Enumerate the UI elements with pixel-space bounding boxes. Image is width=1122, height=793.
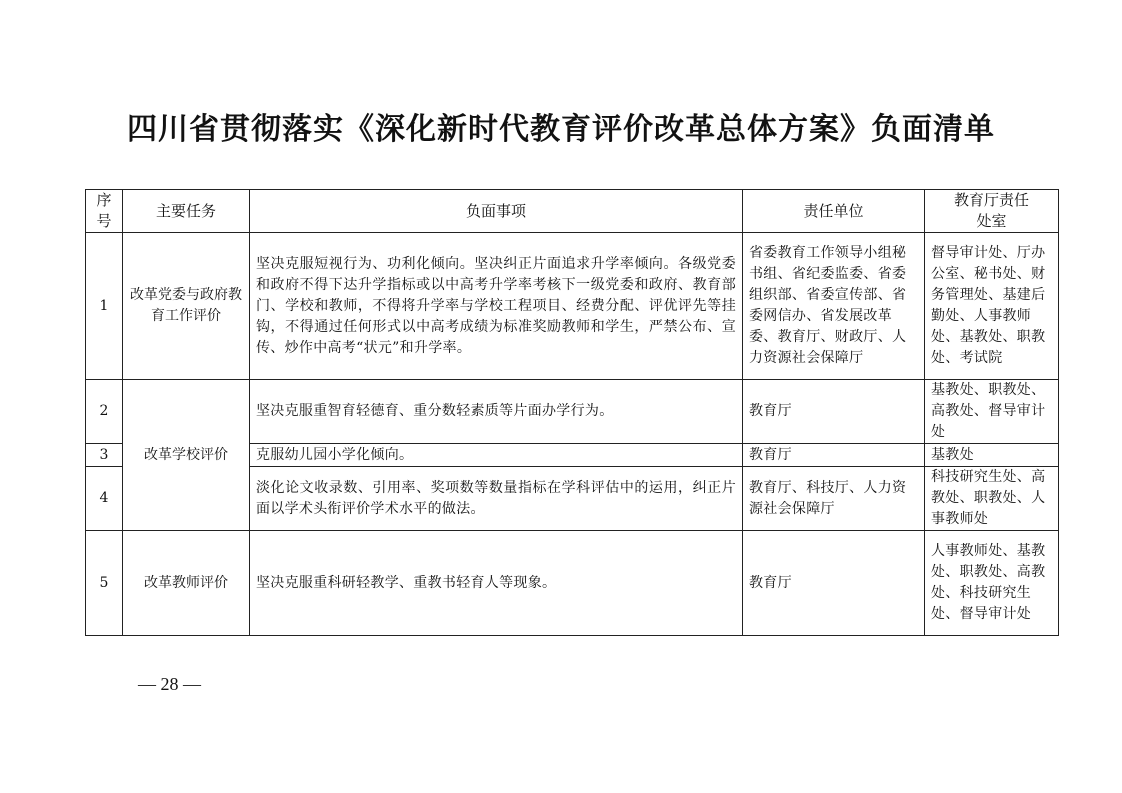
- page-number: — 28 —: [138, 674, 201, 694]
- row-dept: 科技研究生处、高教处、职教处、人事教师处: [925, 467, 1059, 531]
- row-dept: 基教处: [925, 444, 1059, 467]
- row-task: 改革党委与政府教育工作评价: [123, 233, 250, 380]
- row-unit: 教育厅: [743, 380, 925, 444]
- row-unit: 教育厅、科技厅、人力资源社会保障厅: [743, 467, 925, 531]
- header-unit: 责任单位: [743, 190, 925, 233]
- row-dept: 人事教师处、基教处、职教处、高教处、科技研究生处、督导审计处: [925, 531, 1059, 636]
- row-unit: 省委教育工作领导小组秘书组、省纪委监委、省委组织部、省委宣传部、省委网信办、省发展改革委、教育厅、财政厅、人力资源社会保障厅: [743, 233, 925, 380]
- row-no: 5: [86, 531, 123, 636]
- row-task: 改革学校评价: [123, 380, 250, 531]
- header-no: 序号: [86, 190, 123, 233]
- table-header-row: [86, 190, 1059, 233]
- row-item: 坚决克服短视行为、功利化倾向。坚决纠正片面追求升学率倾向。各级党委和政府不得下达升学指标或以中高考升学率考核下一级党委和政府、教育部门、学校和教师，不得将升学率与学校工程项目、经费分配、评优评先等挂钩，不得通过任何形式以中高考成绩为标准奖励教师和学生，严禁公布、宣传、炒作中高考“状元”和升学率。: [250, 233, 743, 380]
- row-item: 克服幼儿园小学化倾向。: [250, 444, 743, 467]
- row-unit: 教育厅: [743, 531, 925, 636]
- header-item: 负面事项: [250, 190, 743, 233]
- table-row: [86, 531, 1059, 636]
- header-task: 主要任务: [123, 190, 250, 233]
- row-item: 坚决克服重科研轻教学、重教书轻育人等现象。: [250, 531, 743, 636]
- row-no: 2: [86, 380, 123, 444]
- row-dept: 基教处、职教处、高教处、督导审计处: [925, 380, 1059, 444]
- table-row: [86, 380, 1059, 444]
- negative-list-table: [85, 189, 1059, 636]
- row-no: 4: [86, 467, 123, 531]
- row-dept: 督导审计处、厅办公室、秘书处、财务管理处、基建后勤处、人事教师处、基教处、职教处、考试院: [925, 233, 1059, 380]
- document-title: 四川省贯彻落实《深化新时代教育评价改革总体方案》负面清单: [127, 112, 995, 147]
- row-no: 1: [86, 233, 123, 380]
- header-dept: 教育厅责任处室: [925, 190, 1059, 233]
- row-item: 淡化论文收录数、引用率、奖项数等数量指标在学科评估中的运用，纠正片面以学术头衔评价学术水平的做法。: [250, 467, 743, 531]
- row-item: 坚决克服重智育轻德育、重分数轻素质等片面办学行为。: [250, 380, 743, 444]
- row-task: 改革教师评价: [123, 531, 250, 636]
- row-unit: 教育厅: [743, 444, 925, 467]
- row-no: 3: [86, 444, 123, 467]
- table-row: [86, 233, 1059, 380]
